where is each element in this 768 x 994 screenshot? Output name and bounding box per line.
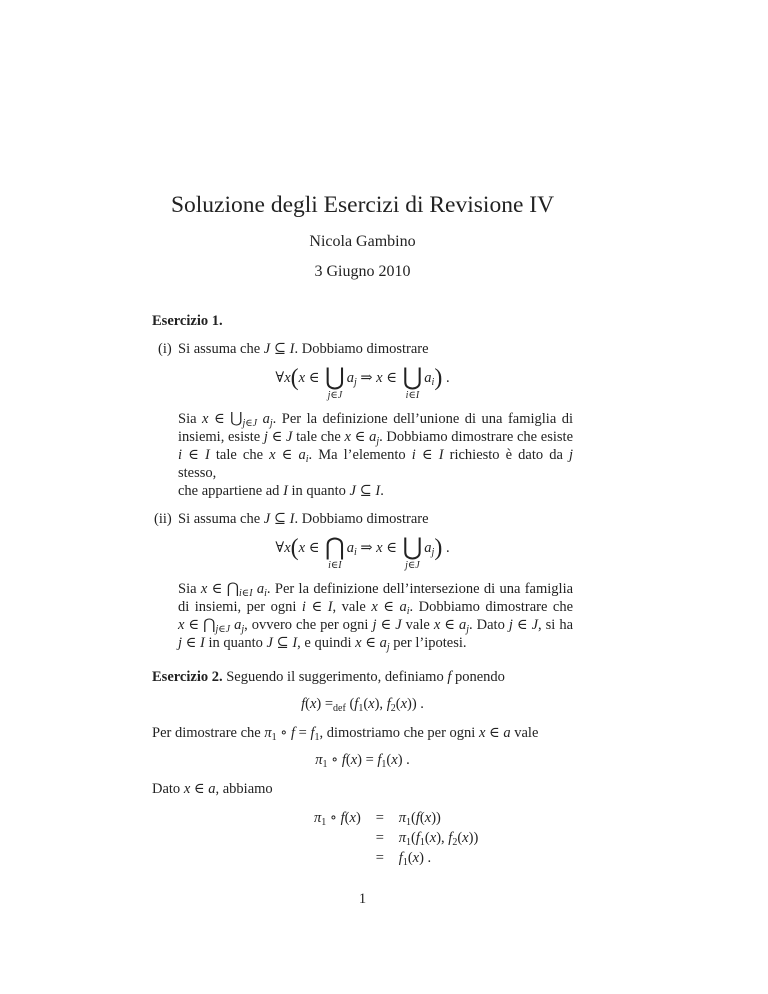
text: ∈ (382, 370, 401, 386)
math-var: I (292, 635, 298, 651)
equation-rhs (399, 808, 479, 828)
math-var: i (301, 599, 306, 615)
math-var: π (315, 752, 323, 768)
text: ( (386, 752, 392, 768)
equation-row (314, 848, 478, 868)
operator-symbol: ⋃ (402, 365, 423, 391)
text: Per dimostrare che (152, 725, 265, 741)
text: ⊆ (355, 483, 376, 499)
page-number: 1 (358, 891, 367, 907)
math-var: I (200, 635, 205, 651)
math-var: x (200, 581, 208, 597)
math-var: j (372, 617, 377, 633)
subscript: j (353, 377, 357, 388)
math-var: f (354, 696, 359, 712)
text: ∈ (305, 599, 328, 615)
date: 3 Giugno 2010 (314, 263, 411, 280)
text: Seguendo il suggerimento, definiamo (222, 669, 448, 685)
paragraph-line (178, 410, 573, 428)
exercise-item (152, 340, 573, 358)
subscript: 1 (381, 759, 387, 770)
subscript: 1 (271, 732, 277, 743)
math-var: x (433, 617, 441, 633)
text: . Dobbiamo dimostrare (294, 511, 429, 527)
paragraph-line (178, 616, 573, 634)
subscript: 1 (419, 837, 425, 848)
math-var: f (415, 830, 420, 846)
math-var: a (424, 540, 432, 556)
math-var: a (262, 411, 270, 427)
text: . Dobbiamo dimostrare che esiste (379, 429, 573, 445)
text: ) . (397, 752, 410, 768)
math-var: x (350, 752, 358, 768)
paragraph-line (178, 446, 573, 482)
text: ) (355, 810, 361, 826)
math-var: a (458, 617, 467, 633)
text: , abbiamo (215, 781, 273, 797)
paragraph-line (178, 482, 573, 500)
math-var: x (309, 696, 317, 712)
text: richiesto è dato da (443, 447, 569, 463)
text: ( (411, 830, 416, 846)
math-var: i (411, 447, 416, 463)
text: ), (374, 696, 387, 712)
text: ∈ (182, 447, 205, 463)
text: vale (510, 725, 539, 741)
subscript: j (376, 436, 380, 447)
text: Si assuma che (178, 341, 264, 357)
math-var: a (234, 617, 242, 633)
equals-sign: = (375, 850, 384, 866)
text: in quanto (204, 635, 267, 651)
text: ∀ (275, 370, 285, 386)
math-var: x (183, 781, 191, 797)
text: ∘ (326, 810, 341, 826)
set-operator: ⋃ (230, 411, 243, 427)
math-var: π (398, 830, 407, 846)
subscript: j (466, 624, 470, 635)
subscript: i (264, 588, 267, 599)
paragraph-line (178, 428, 573, 446)
subscript: 1 (402, 857, 408, 868)
subscript: 2 (390, 703, 396, 714)
exercise-1-heading: Esercizio 1. (152, 313, 223, 329)
math-var: I (438, 447, 444, 463)
operator-limit: j∈J (405, 560, 420, 571)
big-operator (325, 536, 345, 572)
text: Dato (152, 781, 184, 797)
text: ∈ (512, 617, 532, 633)
math-var: f (310, 725, 315, 741)
document-title: Soluzione degli Esercizi di Revisione IV (170, 192, 555, 218)
text: Si assuma che (178, 511, 264, 527)
text: ), (436, 830, 449, 846)
math-var: a (369, 429, 377, 445)
math-var: a (379, 635, 387, 651)
text: ∈ (376, 617, 396, 633)
math-var: a (424, 370, 432, 386)
text: ( (395, 696, 401, 712)
equals-sign: = (375, 810, 384, 826)
text: tale che (209, 447, 270, 463)
subscript: 1 (321, 817, 327, 828)
math-var: π (314, 810, 322, 826)
text: per l’ipotesi. (389, 635, 467, 651)
math-var: a (346, 540, 354, 556)
text: , ovvero che per ogni (244, 617, 373, 633)
text: ∈ (415, 447, 439, 463)
text: ponendo (451, 669, 505, 685)
text: ∈ (207, 581, 227, 597)
big-operator (325, 366, 345, 402)
math-var: f (340, 810, 345, 826)
text: che appartiene ad (178, 483, 284, 499)
item-label: (i) (158, 341, 172, 357)
aligned-equations (152, 808, 573, 868)
math-var: J (349, 483, 356, 499)
subscript: 1 (314, 732, 320, 743)
text: ∈ (182, 635, 201, 651)
math-var: a (208, 781, 216, 797)
text: ∈ (350, 429, 370, 445)
text: . (442, 370, 450, 386)
math-var: j (569, 447, 574, 463)
text: tale che (292, 429, 345, 445)
proof-paragraph (178, 580, 573, 652)
subscript: j∈J (242, 418, 258, 429)
math-var: π (398, 810, 407, 826)
math-var: x (178, 617, 185, 633)
text: ⊆ (270, 341, 290, 357)
math-var: f (301, 696, 306, 712)
math-var: I (289, 511, 295, 527)
math-var: x (284, 540, 291, 556)
math-var: f (386, 696, 391, 712)
text: ∈ (275, 447, 299, 463)
proof-paragraph (178, 410, 573, 500)
item-intro (178, 340, 573, 358)
text: ∈ (485, 725, 504, 741)
subscript: 1 (406, 817, 412, 828)
text: ( (457, 830, 463, 846)
text: , si ha (538, 617, 574, 633)
text: Sia (178, 581, 201, 597)
text: ( (419, 810, 425, 826)
equation-lhs (314, 808, 361, 828)
text: ⇒ (356, 370, 377, 386)
math-var: x (284, 370, 291, 386)
text-line (152, 780, 573, 798)
item-label: (ii) (154, 511, 172, 527)
math-var: x (462, 830, 469, 846)
subscript: i (353, 547, 357, 558)
text: in quanto (287, 483, 350, 499)
display-formula (152, 694, 573, 714)
math-var: x (391, 752, 398, 768)
math-var: f (398, 850, 403, 866)
equation-rhs (399, 848, 479, 868)
text: ( (424, 830, 430, 846)
set-operator: ⋂ (226, 581, 240, 597)
math-var: j (508, 617, 513, 633)
subscript: 2 (452, 837, 458, 848)
math-var: J (263, 511, 271, 527)
text: , dimostriamo che per ogni (319, 725, 479, 741)
math-var: x (376, 540, 383, 556)
text: ∈ (377, 599, 400, 615)
text: , e quindi (297, 635, 356, 651)
operator-symbol: ⋃ (402, 535, 423, 561)
operator-symbol: ⋃ (325, 365, 345, 391)
big-operator (403, 366, 423, 402)
text: ( (363, 696, 369, 712)
subscript: 1 (358, 703, 364, 714)
subscript: def (333, 703, 346, 714)
text: ∘ (327, 752, 342, 768)
text-line (152, 724, 573, 742)
text: ∈ (361, 635, 380, 651)
text: ) = (357, 752, 378, 768)
math-var: a (503, 725, 511, 741)
math-var: x (298, 370, 306, 386)
math-var: J (263, 341, 271, 357)
math-var: x (400, 696, 407, 712)
subscript: i∈I (239, 588, 253, 599)
item-intro (178, 510, 573, 528)
equals-sign: = (375, 830, 384, 846)
text: vale (401, 617, 434, 633)
text: . (380, 483, 384, 499)
set-operator: ⋂ (203, 617, 216, 633)
math-var: j (178, 635, 183, 651)
math-var: x (355, 635, 362, 651)
text: ⇒ (356, 540, 377, 556)
math-var: I (327, 599, 333, 615)
math-var: x (429, 830, 437, 846)
text: ∈ (305, 370, 324, 386)
math-var: I (289, 341, 295, 357)
exercise-2-text (223, 669, 505, 685)
large-paren: ( (290, 365, 299, 391)
subscript: j (269, 418, 273, 429)
text: )) (431, 810, 441, 826)
text: ( (305, 696, 310, 712)
exercise-2-intro (152, 668, 573, 686)
exercise-2-heading: Esercizio 2. (152, 669, 223, 685)
subscript: i (305, 454, 309, 465)
large-paren: ) (434, 365, 443, 391)
math-var: J (395, 617, 402, 633)
text: ( (344, 810, 350, 826)
math-var: x (368, 696, 375, 712)
text: ∈ (382, 540, 401, 556)
text: ∈ (190, 781, 209, 797)
math-var: x (478, 725, 486, 741)
text: ( (345, 696, 355, 712)
math-var: J (266, 635, 273, 651)
math-var: I (283, 483, 288, 499)
text: ( (411, 810, 416, 826)
text: ( (345, 752, 351, 768)
text: . Dato (469, 617, 509, 633)
text: ∈ (440, 617, 459, 633)
math-var: I (375, 483, 381, 499)
math-var: x (371, 599, 378, 615)
paragraph-line (178, 634, 573, 652)
math-var: f (377, 752, 382, 768)
operator-symbol: ⋂ (325, 535, 345, 561)
math-var: J (531, 617, 539, 633)
big-operator (403, 536, 423, 572)
math-var: a (346, 370, 354, 386)
math-var: J (286, 429, 293, 445)
equation-lhs (314, 828, 361, 848)
math-var: x (412, 850, 420, 866)
text: )) (468, 830, 479, 846)
text: ∈ (184, 617, 204, 633)
text: stesso, (178, 465, 217, 481)
math-var: i (178, 447, 183, 463)
large-paren: ) (434, 535, 443, 561)
paragraph-line (178, 598, 573, 616)
math-var: f (447, 669, 452, 685)
math-var: x (349, 810, 356, 826)
text: ∀ (275, 540, 285, 556)
text: . Dobbiamo dimostrare (294, 341, 429, 357)
text: . Per la definizione dell’unione di una famiglia di (272, 411, 574, 427)
text: = (295, 725, 311, 741)
subscript: j (386, 642, 390, 653)
subscript: i (406, 606, 410, 617)
math-var: x (269, 447, 276, 463)
text: . (442, 540, 450, 556)
math-var: a (298, 447, 306, 463)
text: ) . (419, 850, 432, 866)
paragraph-line (178, 580, 573, 598)
text: ∈ (208, 411, 231, 427)
display-formula (152, 750, 573, 770)
text: ∈ (305, 540, 324, 556)
math-var: f (415, 810, 420, 826)
math-var: a (256, 581, 265, 597)
text: ) = (316, 696, 334, 712)
text: insiemi, esiste (178, 429, 264, 445)
text: )) . (407, 696, 424, 712)
math-var: f (290, 725, 295, 741)
text: . Per la definizione dell’intersezione di una famiglia (266, 581, 574, 597)
equation-row (314, 808, 478, 828)
math-var: x (376, 370, 383, 386)
math-var: x (298, 540, 306, 556)
text: ⊆ (270, 511, 290, 527)
math-var: f (448, 830, 453, 846)
text: ∈ (267, 429, 287, 445)
math-var: I (204, 447, 210, 463)
exercise-item (152, 510, 573, 528)
text: ∘ (276, 725, 291, 741)
math-var: x (202, 411, 209, 427)
document-page (152, 0, 573, 908)
operator-limit: i∈I (328, 560, 342, 571)
subscript: j (241, 624, 245, 635)
display-formula (152, 536, 573, 572)
equation-rhs (399, 828, 479, 848)
author: Nicola Gambino (309, 233, 416, 250)
operator-limit: j∈J (327, 390, 343, 401)
subscript: j (431, 547, 435, 558)
text: ( (407, 850, 413, 866)
text: , vale (332, 599, 372, 615)
math-var: j (263, 429, 268, 445)
equation-row (314, 828, 478, 848)
display-formula (152, 366, 573, 402)
math-var: a (399, 599, 407, 615)
operator-limit: i∈I (405, 390, 420, 401)
math-var: f (341, 752, 346, 768)
text: Sia (178, 411, 203, 427)
text: . Dobbiamo dimostrare che (409, 599, 574, 615)
math-var: π (264, 725, 272, 741)
large-paren: ( (290, 535, 299, 561)
text: ⊆ (272, 635, 293, 651)
equation-lhs (314, 848, 361, 868)
subscript: j∈J (215, 624, 231, 635)
subscript: 1 (322, 759, 328, 770)
text: di insiemi, per ogni (178, 599, 302, 615)
subscript: i (431, 377, 435, 388)
text: . Ma l’elemento (308, 447, 412, 463)
math-var: x (424, 810, 432, 826)
subscript: 1 (406, 837, 412, 848)
math-var: x (344, 429, 351, 445)
